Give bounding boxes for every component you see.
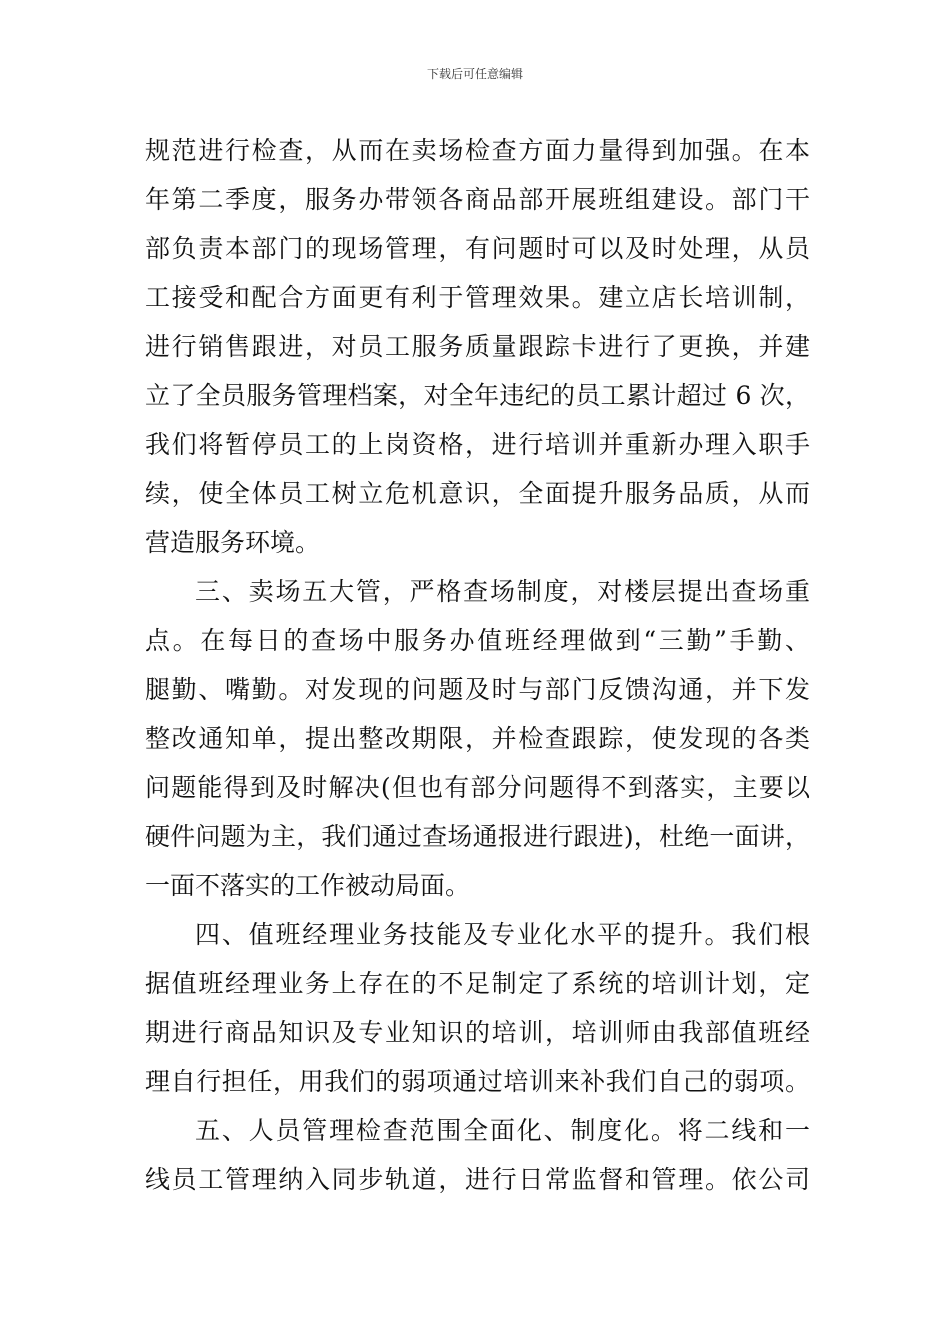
text-line: 据值班经理业务上存在的不足制定了系统的培训计划，定: [145, 969, 810, 998]
document-body: [145, 126, 810, 1204]
text-line: 年第二季度，服务办带领各商品部开展班组建设。部门干: [145, 185, 810, 214]
paragraph-start-line: 五、人员管理检查范围全面化、制度化。将二线和一: [195, 1116, 810, 1145]
text-line: 理自行担任，用我们的弱项通过培训来补我们自己的弱项。: [145, 1067, 810, 1096]
text-line: 营造服务环境。: [145, 528, 321, 557]
paragraph-start-line: 三、卖场五大管，严格查场制度，对楼层提出查场重: [195, 577, 810, 606]
text-line: 部负责本部门的现场管理，有问题时可以及时处理，从员: [145, 234, 810, 263]
text-line: 点。在每日的查场中服务办值班经理做到“三勤”手勤、: [145, 626, 810, 655]
text-line: 工接受和配合方面更有利于管理效果。建立店长培训制，: [145, 283, 810, 312]
text-line: 规范进行检查，从而在卖场检查方面力量得到加强。在本: [145, 136, 810, 165]
text-line: 进行销售跟进，对员工服务质量跟踪卡进行了更换，并建: [145, 332, 810, 361]
text-line: 期进行商品知识及专业知识的培训，培训师由我部值班经: [145, 1018, 810, 1047]
text-line: 整改通知单，提出整改期限，并检查跟踪，使发现的各类: [145, 724, 810, 753]
text-line: 一面不落实的工作被动局面。: [145, 871, 471, 900]
text-line: 腿勤、嘴勤。对发现的问题及时与部门反馈沟通，并下发: [145, 675, 810, 704]
text-line: 问题能得到及时解决(但也有部分问题得不到落实，主要以: [145, 773, 810, 802]
text-line: 立了全员服务管理档案，对全年违纪的员工累计超过 6 次，: [145, 381, 810, 410]
text-line: 线员工管理纳入同步轨道，进行日常监督和管理。依公司: [145, 1165, 810, 1194]
text-line: 续，使全体员工树立危机意识，全面提升服务品质，从而: [145, 479, 810, 508]
page-header-note: 下载后可任意编辑: [426, 67, 523, 81]
paragraph-start-line: 四、值班经理业务技能及专业化水平的提升。我们根: [195, 920, 810, 949]
text-line: 我们将暂停员工的上岗资格，进行培训并重新办理入职手: [145, 430, 810, 459]
text-line: 硬件问题为主，我们通过查场通报进行跟进)，杜绝一面讲，: [145, 822, 810, 851]
